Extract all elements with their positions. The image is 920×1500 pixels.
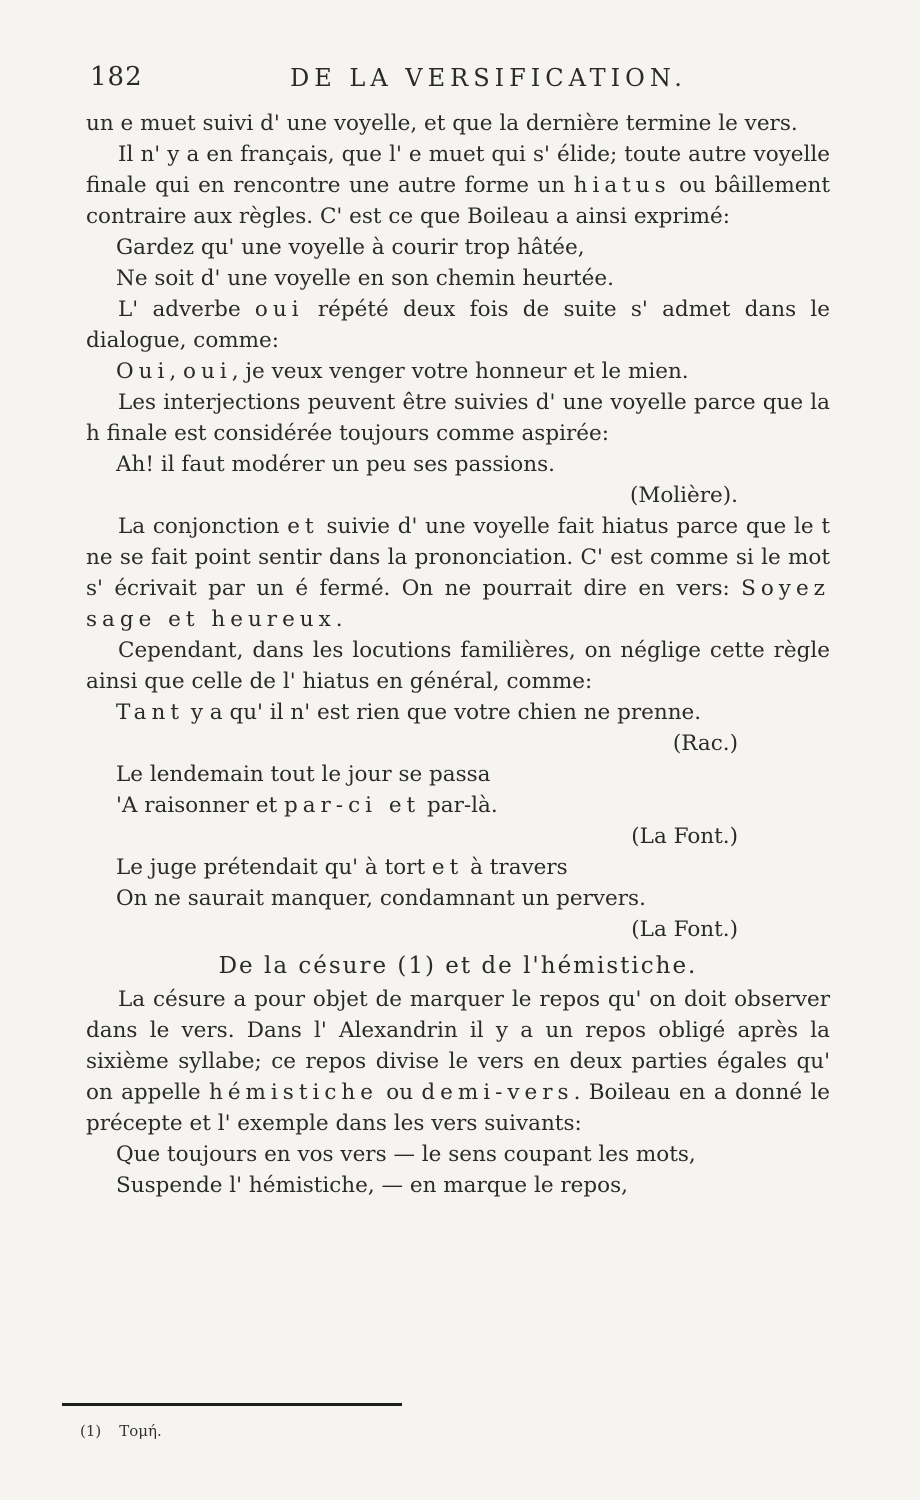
paragraph-2-text-b: ou bâillement contraire aux règles. C' est ce que Boileau a ainsi exprimé: [86, 173, 830, 229]
verse-quote-oui [86, 356, 830, 387]
paragraph-4 [86, 387, 830, 449]
verse-line: On ne saurait manquer, condamnant un pervers. [116, 886, 646, 911]
section-title: De la césure (1) et de l'hémistiche. [218, 953, 698, 979]
paragraph-5-text-b: suivie d' une voyelle fait hiatus parce que le t ne se fait point sentir dans la prononciation. C' est comme si le mot s' écrivait par un é fermé. On ne pourrait dire en vers: [86, 514, 830, 601]
paragraph-7-text-b: ou [377, 1080, 422, 1105]
paragraph-7 [86, 984, 830, 1139]
paragraph-4-text: Les interjections peuvent être suivies d' une voyelle parce que la h finale est considérée toujours comme aspirée: [86, 390, 830, 446]
footnote [80, 1422, 162, 1440]
paragraph-7-text-a: La césure a pour objet de marquer le repos qu' on doit observer dans le vers. Dans l' Alexandrin il y a un repos obligé après la sixième syllabe; ce repos divise le vers en deux parties égales qu' on appelle [86, 987, 830, 1105]
paragraph-5-text-a: La conjonction [118, 514, 288, 539]
verse-line: Suspende l' hémistiche, — en marque le repos, [116, 1173, 628, 1198]
paragraph-6-text: Cependant, dans les locutions familières, on néglige cette règle ainsi que celle de l' hiatus en général, comme: [86, 638, 830, 694]
paragraph-5 [86, 511, 830, 635]
verse-text: par-là. [420, 793, 498, 818]
verse-quote-lafontaine-1 [86, 759, 830, 821]
paragraph-2-text-a: Il n' y a en français, que l' e muet qui s' élide; toute autre voyelle finale qui en rencontre une autre forme un [86, 142, 830, 198]
emphasis-par-ci: par-ci et [283, 793, 421, 818]
verse-line: Gardez qu' une voyelle à courir trop hâtée, [116, 235, 585, 260]
verse-text: à travers [463, 855, 568, 880]
emphasis-oui: oui [254, 297, 304, 322]
verse-line: Le lendemain tout le jour se passa [116, 762, 491, 787]
verse-text: 'A raisonner et [116, 793, 284, 818]
citation-moliere: (Molière). [629, 483, 738, 508]
paragraph-2 [86, 139, 830, 232]
emphasis-oui: oui [183, 359, 232, 384]
verse-line: Ah! il faut modérer un peu ses passions. [116, 452, 555, 477]
verse-line [116, 852, 830, 883]
footnote-rule [62, 1403, 402, 1406]
paragraph-1-text: un e muet suivi d' une voyelle, et que la dernière termine le vers. [86, 111, 798, 136]
citation-racine: (Rac.) [672, 731, 738, 756]
emphasis-oui: Oui [116, 359, 170, 384]
running-head: DE LA VERSIFICATION. [290, 64, 687, 92]
verse-text: y a qu' il n' est rien que votre chien ne prenne. [183, 700, 702, 725]
citation-lafontaine-2: (La Font.) [631, 917, 738, 942]
paragraph-7-text-c: . Boileau en a donné le précepte et l' exemple dans les vers suivants: [86, 1080, 830, 1136]
paragraph-3-text-a: L' adverbe [118, 297, 255, 322]
emphasis-hemistiche: hémistiche [208, 1080, 378, 1105]
verse-text: , je veux venger votre honneur et le mien. [231, 359, 689, 384]
page-number: 182 [90, 62, 143, 92]
page-body [86, 108, 830, 1201]
verse-line [116, 697, 830, 728]
verse-quote-boileau [86, 232, 830, 294]
emphasis-tant: Tant [116, 700, 184, 725]
paragraph-3 [86, 294, 830, 356]
emphasis-et: et [431, 855, 464, 880]
emphasis-et: et [287, 514, 319, 539]
verse-quote-boileau-2 [86, 1139, 830, 1201]
citation-lafontaine-1: (La Font.) [631, 824, 738, 849]
verse-line [116, 356, 830, 387]
paragraph-3-text-b: répété deux fois de suite s' admet dans le dialogue, comme: [86, 297, 830, 353]
verse-line: Que toujours en vos vers — le sens coupant les mots, [116, 1142, 696, 1167]
verse-quote-moliere [86, 449, 830, 480]
verse-line [116, 790, 830, 821]
verse-text: , [169, 359, 184, 384]
emphasis-demi-vers: demi-vers [421, 1080, 574, 1105]
page-header [90, 62, 830, 102]
verse-quote-lafontaine-2 [86, 852, 830, 914]
paragraph-1 [86, 108, 830, 139]
paragraph-6 [86, 635, 830, 697]
verse-line: Ne soit d' une voyelle en son chemin heurtée. [116, 266, 614, 291]
verse-text: Le juge prétendait qu' à tort [116, 855, 432, 880]
emphasis-example: Soyez sage et heureux. [86, 576, 830, 632]
footnote-mark: (1) [80, 1422, 102, 1440]
emphasis-hiatus: hiatus [573, 173, 671, 198]
footnote-text: Τομή. [119, 1422, 162, 1440]
verse-quote-racine [86, 697, 830, 728]
